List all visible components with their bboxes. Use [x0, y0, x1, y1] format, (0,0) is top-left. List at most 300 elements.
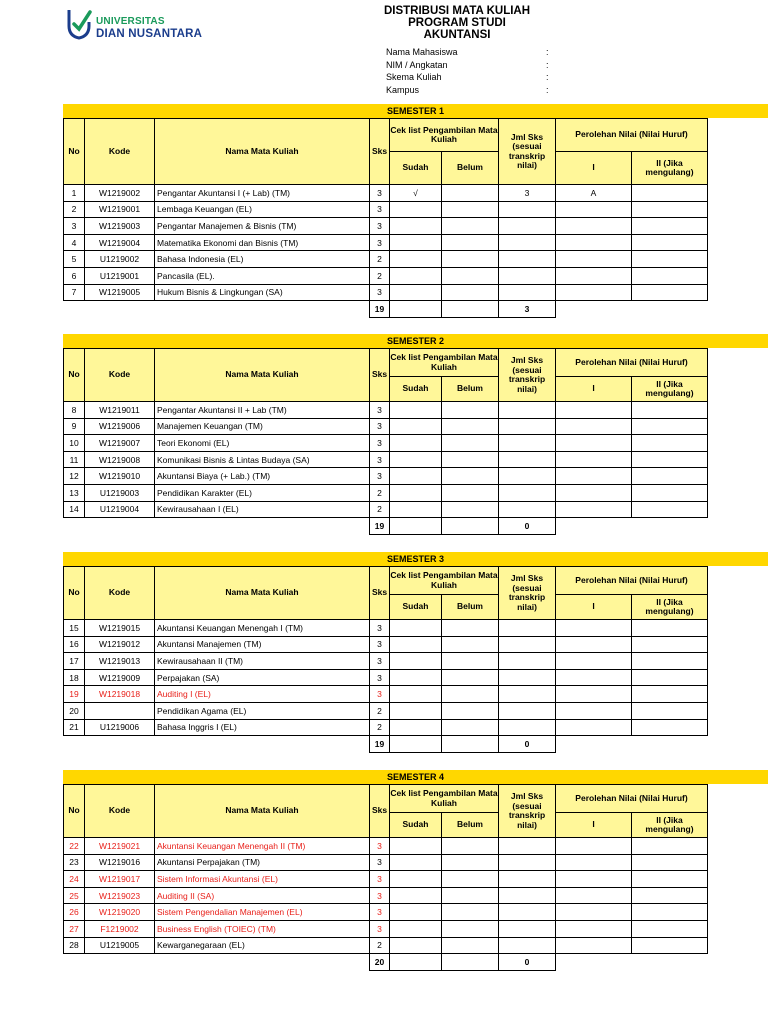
blank-cell: [85, 301, 155, 318]
header-sks: Sks: [369, 348, 390, 402]
title-line-2: PROGRAM STUDI AKUNTANSI: [408, 17, 506, 41]
table-row: [64, 201, 708, 218]
cell-sudah[interactable]: [390, 719, 442, 736]
cell-kode: W1219023: [85, 887, 155, 904]
total-row: [64, 954, 708, 971]
header-nilai-ii: II (Jika mengulang): [631, 594, 708, 620]
header-no: No: [63, 348, 85, 402]
logo-line-1: UNIVERSITAS: [96, 16, 165, 27]
blank-cell: [64, 736, 85, 753]
cell-jml[interactable]: [499, 402, 556, 419]
cell-nilai-i[interactable]: [556, 201, 632, 218]
course-table: [63, 619, 708, 753]
cell-sks: 2: [370, 251, 390, 268]
cell-no: 23: [64, 854, 85, 871]
info-row: [386, 71, 556, 84]
cell-nama: Bahasa Indonesia (EL): [155, 251, 370, 268]
info-row: [386, 84, 556, 97]
header-sudah: Sudah: [389, 594, 442, 620]
header-perolehan: Perolehan Nilai (Nilai Huruf): [555, 566, 708, 595]
total-empty-cell: [442, 518, 499, 535]
cell-no: 22: [64, 838, 85, 855]
cell-nilai-i[interactable]: [556, 920, 632, 937]
cell-sks: 3: [370, 838, 390, 855]
semester-title: SEMESTER 4: [63, 770, 768, 784]
cell-nilai-ii[interactable]: [632, 854, 708, 871]
cell-no: 3: [64, 218, 85, 235]
cell-nama: Kewirausahaan I (EL): [155, 501, 370, 518]
cell-nilai-i[interactable]: [556, 402, 632, 419]
cell-sudah[interactable]: [390, 871, 442, 888]
cell-nilai-i[interactable]: [556, 686, 632, 703]
cell-nilai-ii[interactable]: [632, 920, 708, 937]
info-row: [386, 46, 556, 59]
cell-kode: W1219015: [85, 620, 155, 637]
cell-jml[interactable]: [499, 218, 556, 235]
cell-nilai-ii[interactable]: [632, 702, 708, 719]
cell-no: 15: [64, 620, 85, 637]
cell-jml[interactable]: [499, 653, 556, 670]
header-nilai-ii: II (Jika mengulang): [631, 376, 708, 402]
cell-jml[interactable]: [499, 418, 556, 435]
cell-sudah[interactable]: [390, 201, 442, 218]
header-belum: Belum: [441, 376, 499, 402]
blank-cell: [64, 954, 85, 971]
total-jml-sks: 0: [499, 954, 556, 971]
cell-jml[interactable]: [499, 620, 556, 637]
cell-nilai-ii[interactable]: [632, 218, 708, 235]
cell-belum[interactable]: [442, 636, 499, 653]
cell-nilai-ii[interactable]: [632, 620, 708, 637]
cell-nama: Auditing II (SA): [155, 887, 370, 904]
cell-sks: 3: [370, 620, 390, 637]
cell-nama: Pengantar Akuntansi II + Lab (TM): [155, 402, 370, 419]
cell-nilai-i[interactable]: [556, 234, 632, 251]
cell-nilai-ii[interactable]: [632, 201, 708, 218]
cell-nilai-ii[interactable]: [632, 937, 708, 954]
cell-nilai-i[interactable]: A: [556, 185, 632, 202]
cell-kode: W1219001: [85, 201, 155, 218]
cell-sks: 3: [370, 920, 390, 937]
table-row: [64, 468, 708, 485]
cell-nama: Perpajakan (SA): [155, 669, 370, 686]
cell-belum[interactable]: [442, 251, 499, 268]
info-colon: :: [546, 72, 549, 82]
cell-sudah[interactable]: [390, 234, 442, 251]
cell-nilai-i[interactable]: [556, 451, 632, 468]
cell-sks: 2: [370, 501, 390, 518]
cell-nama: Akuntansi Perpajakan (TM): [155, 854, 370, 871]
cell-nilai-ii[interactable]: [632, 871, 708, 888]
cell-no: 1: [64, 185, 85, 202]
cell-nilai-i[interactable]: [556, 702, 632, 719]
cell-kode: W1219013: [85, 653, 155, 670]
total-empty-cell: [442, 301, 499, 318]
cell-sudah[interactable]: [390, 620, 442, 637]
cell-nilai-ii[interactable]: [632, 451, 708, 468]
cell-belum[interactable]: [442, 920, 499, 937]
cell-kode: U1219005: [85, 937, 155, 954]
header-cek-list: Cek list Pengambilan Mata Kuliah: [389, 118, 499, 152]
cell-sks: 3: [370, 451, 390, 468]
cell-sudah[interactable]: [390, 468, 442, 485]
cell-belum[interactable]: [442, 854, 499, 871]
cell-belum[interactable]: [442, 418, 499, 435]
cell-nilai-i[interactable]: [556, 904, 632, 921]
cell-sks: 3: [370, 284, 390, 301]
total-row: [64, 301, 708, 318]
cell-belum[interactable]: [442, 402, 499, 419]
cell-jml[interactable]: [499, 719, 556, 736]
cell-nilai-ii[interactable]: [632, 686, 708, 703]
cell-no: 7: [64, 284, 85, 301]
cell-nilai-i[interactable]: [556, 267, 632, 284]
cell-sudah[interactable]: [390, 686, 442, 703]
header-nama: Nama Mata Kuliah: [154, 118, 370, 185]
cell-sks: 3: [370, 234, 390, 251]
table-row: [64, 871, 708, 888]
cell-kode: W1219008: [85, 451, 155, 468]
cell-nilai-i[interactable]: [556, 435, 632, 452]
cell-belum[interactable]: [442, 284, 499, 301]
cell-jml[interactable]: [499, 636, 556, 653]
cell-sudah[interactable]: [390, 402, 442, 419]
cell-nama: Akuntansi Keuangan Menengah I (TM): [155, 620, 370, 637]
info-label: Nama Mahasiswa: [386, 47, 458, 57]
blank-cell: [556, 954, 632, 971]
table-row: [64, 854, 708, 871]
cell-jml[interactable]: [499, 937, 556, 954]
cell-sks: 3: [370, 418, 390, 435]
course-table: [63, 401, 708, 535]
table-row: [64, 267, 708, 284]
header-jml-sks: Jml Sks (sesuai transkrip nilai): [498, 118, 556, 185]
cell-nilai-ii[interactable]: [632, 402, 708, 419]
cell-no: 6: [64, 267, 85, 284]
cell-kode: U1219006: [85, 719, 155, 736]
cell-nilai-i[interactable]: [556, 251, 632, 268]
cell-nama: Akuntansi Biaya (+ Lab.) (TM): [155, 468, 370, 485]
cell-sudah[interactable]: [390, 937, 442, 954]
university-logo: [66, 8, 206, 42]
blank-cell: [155, 954, 370, 971]
cell-jml[interactable]: [499, 267, 556, 284]
cell-sudah[interactable]: [390, 653, 442, 670]
cell-nilai-ii[interactable]: [632, 669, 708, 686]
header-cek-list: Cek list Pengambilan Mata Kuliah: [389, 348, 499, 377]
cell-kode: U1219001: [85, 267, 155, 284]
cell-no: 28: [64, 937, 85, 954]
total-sks: 19: [370, 736, 390, 753]
cell-sks: 3: [370, 686, 390, 703]
cell-no: 8: [64, 402, 85, 419]
cell-kode: U1219002: [85, 251, 155, 268]
table-header: [63, 566, 706, 619]
total-sks: 19: [370, 518, 390, 535]
cell-jml[interactable]: [499, 854, 556, 871]
cell-sudah[interactable]: [390, 418, 442, 435]
cell-nama: Business English (TOIEC) (TM): [155, 920, 370, 937]
cell-sudah[interactable]: [390, 501, 442, 518]
header-kode: Kode: [84, 566, 155, 620]
cell-jml[interactable]: [499, 702, 556, 719]
cell-belum[interactable]: [442, 185, 499, 202]
header-sks: Sks: [369, 784, 390, 838]
cell-nilai-i[interactable]: [556, 484, 632, 501]
cell-belum[interactable]: [442, 653, 499, 670]
cell-nama: Akuntansi Keuangan Menengah II (TM): [155, 838, 370, 855]
course-table: [63, 184, 708, 318]
cell-no: 12: [64, 468, 85, 485]
cell-sudah[interactable]: [390, 702, 442, 719]
header-sudah: Sudah: [389, 151, 442, 185]
cell-jml[interactable]: [499, 904, 556, 921]
header-nilai-ii: II (Jika mengulang): [631, 812, 708, 838]
cell-nilai-ii[interactable]: [632, 267, 708, 284]
total-row: [64, 518, 708, 535]
cell-jml[interactable]: [499, 201, 556, 218]
cell-sudah[interactable]: [390, 636, 442, 653]
cell-nilai-ii[interactable]: [632, 501, 708, 518]
cell-nilai-i[interactable]: [556, 653, 632, 670]
table-row: [64, 418, 708, 435]
header-kode: Kode: [84, 118, 155, 185]
cell-belum[interactable]: [442, 451, 499, 468]
cell-nilai-ii[interactable]: [632, 636, 708, 653]
table-header: [63, 784, 706, 837]
cell-sudah[interactable]: [390, 451, 442, 468]
cell-sks: 3: [370, 468, 390, 485]
table-row: [64, 185, 708, 202]
cell-nilai-ii[interactable]: [632, 904, 708, 921]
cell-belum[interactable]: [442, 234, 499, 251]
info-label: NIM / Angkatan: [386, 59, 448, 70]
cell-belum[interactable]: [442, 838, 499, 855]
table-row: [64, 904, 708, 921]
cell-belum[interactable]: [442, 267, 499, 284]
blank-cell: [64, 518, 85, 535]
cell-jml[interactable]: [499, 887, 556, 904]
cell-sudah[interactable]: √: [390, 185, 442, 202]
cell-sudah[interactable]: [390, 484, 442, 501]
cell-nama: Pendidikan Agama (EL): [155, 702, 370, 719]
cell-sks: 3: [370, 854, 390, 871]
blank-cell: [632, 301, 708, 318]
semester-title: SEMESTER 1: [63, 104, 768, 118]
cell-sks: 3: [370, 871, 390, 888]
cell-kode: [85, 702, 155, 719]
table-row: [64, 686, 708, 703]
cell-nilai-ii[interactable]: [632, 887, 708, 904]
cell-kode: F1219002: [85, 920, 155, 937]
cell-no: 2: [64, 201, 85, 218]
cell-no: 11: [64, 451, 85, 468]
cell-nama: Pengantar Akuntansi I (+ Lab) (TM): [155, 185, 370, 202]
cell-belum[interactable]: [442, 218, 499, 235]
cell-jml[interactable]: [499, 435, 556, 452]
cell-nilai-i[interactable]: [556, 937, 632, 954]
cell-kode: W1219009: [85, 669, 155, 686]
cell-nama: Auditing I (EL): [155, 686, 370, 703]
cell-kode: W1219020: [85, 904, 155, 921]
cell-sudah[interactable]: [390, 669, 442, 686]
cell-kode: W1219011: [85, 402, 155, 419]
cell-nama: Manajemen Keuangan (TM): [155, 418, 370, 435]
cell-belum[interactable]: [442, 201, 499, 218]
cell-nilai-i[interactable]: [556, 636, 632, 653]
cell-nilai-ii[interactable]: [632, 838, 708, 855]
table-row: [64, 234, 708, 251]
header-kode: Kode: [84, 348, 155, 402]
cell-nilai-ii[interactable]: [632, 435, 708, 452]
cell-sks: 3: [370, 185, 390, 202]
cell-nilai-ii[interactable]: [632, 418, 708, 435]
blank-cell: [85, 954, 155, 971]
cell-nilai-ii[interactable]: [632, 468, 708, 485]
cell-jml[interactable]: [499, 501, 556, 518]
total-row: [64, 736, 708, 753]
cell-jml[interactable]: [499, 284, 556, 301]
cell-sudah[interactable]: [390, 284, 442, 301]
cell-nilai-i[interactable]: [556, 871, 632, 888]
header-belum: Belum: [441, 812, 499, 838]
info-colon: :: [546, 47, 549, 57]
cell-belum[interactable]: [442, 871, 499, 888]
cell-jml[interactable]: [499, 468, 556, 485]
cell-nilai-i[interactable]: [556, 838, 632, 855]
cell-no: 10: [64, 435, 85, 452]
cell-belum[interactable]: [442, 468, 499, 485]
cell-sudah[interactable]: [390, 854, 442, 871]
title-line-1: DISTRIBUSI MATA KULIAH: [383, 5, 531, 17]
table-row: [64, 484, 708, 501]
cell-no: 18: [64, 669, 85, 686]
header-cek-list: Cek list Pengambilan Mata Kuliah: [389, 566, 499, 595]
cell-no: 19: [64, 686, 85, 703]
cell-sks: 3: [370, 402, 390, 419]
cell-belum[interactable]: [442, 887, 499, 904]
cell-kode: U1219004: [85, 501, 155, 518]
cell-sudah[interactable]: [390, 218, 442, 235]
blank-cell: [85, 736, 155, 753]
blank-cell: [155, 301, 370, 318]
cell-nama: Bahasa Inggris I (EL): [155, 719, 370, 736]
cell-belum[interactable]: [442, 484, 499, 501]
cell-jml[interactable]: [499, 234, 556, 251]
semester-section: [63, 770, 768, 971]
cell-jml[interactable]: [499, 686, 556, 703]
cell-sks: 2: [370, 719, 390, 736]
cell-sudah[interactable]: [390, 887, 442, 904]
course-table: [63, 837, 708, 971]
cell-jml[interactable]: [499, 451, 556, 468]
cell-belum[interactable]: [442, 719, 499, 736]
cell-belum[interactable]: [442, 435, 499, 452]
cell-nilai-i[interactable]: [556, 669, 632, 686]
cell-nilai-ii[interactable]: [632, 719, 708, 736]
cell-sks: 3: [370, 201, 390, 218]
cell-kode: W1219006: [85, 418, 155, 435]
cell-nilai-ii[interactable]: [632, 251, 708, 268]
cell-sudah[interactable]: [390, 267, 442, 284]
total-jml-sks: 0: [499, 736, 556, 753]
cell-belum[interactable]: [442, 937, 499, 954]
table-row: [64, 501, 708, 518]
cell-sudah[interactable]: [390, 904, 442, 921]
cell-jml[interactable]: [499, 484, 556, 501]
cell-jml[interactable]: [499, 920, 556, 937]
cell-belum[interactable]: [442, 702, 499, 719]
cell-kode: W1219017: [85, 871, 155, 888]
table-row: [64, 838, 708, 855]
cell-jml[interactable]: 3: [499, 185, 556, 202]
cell-belum[interactable]: [442, 686, 499, 703]
table-header: [63, 118, 706, 184]
cell-nilai-i[interactable]: [556, 887, 632, 904]
cell-nilai-ii[interactable]: [632, 185, 708, 202]
header-perolehan: Perolehan Nilai (Nilai Huruf): [555, 348, 708, 377]
cell-belum[interactable]: [442, 620, 499, 637]
cell-nilai-i[interactable]: [556, 501, 632, 518]
cell-nilai-i[interactable]: [556, 284, 632, 301]
cell-belum[interactable]: [442, 904, 499, 921]
cell-nilai-i[interactable]: [556, 854, 632, 871]
cell-nilai-ii[interactable]: [632, 484, 708, 501]
table-row: [64, 636, 708, 653]
cell-kode: W1219021: [85, 838, 155, 855]
table-row: [64, 702, 708, 719]
header-nama: Nama Mata Kuliah: [154, 784, 370, 838]
cell-sudah[interactable]: [390, 920, 442, 937]
cell-sudah[interactable]: [390, 251, 442, 268]
cell-no: 5: [64, 251, 85, 268]
cell-nama: Matematika Ekonomi dan Bisnis (TM): [155, 234, 370, 251]
blank-cell: [155, 518, 370, 535]
cell-sks: 2: [370, 267, 390, 284]
cell-jml[interactable]: [499, 251, 556, 268]
cell-sks: 3: [370, 904, 390, 921]
cell-sks: 3: [370, 435, 390, 452]
cell-nilai-i[interactable]: [556, 218, 632, 235]
cell-belum[interactable]: [442, 669, 499, 686]
cell-sudah[interactable]: [390, 435, 442, 452]
header-sudah: Sudah: [389, 812, 442, 838]
cell-nama: Sistem Informasi Akuntansi (EL): [155, 871, 370, 888]
header-nilai-i: I: [555, 594, 632, 620]
cell-no: 25: [64, 887, 85, 904]
blank-cell: [64, 301, 85, 318]
cell-sudah[interactable]: [390, 838, 442, 855]
cell-nilai-i[interactable]: [556, 719, 632, 736]
cell-nilai-i[interactable]: [556, 620, 632, 637]
cell-nama: Lembaga Keuangan (EL): [155, 201, 370, 218]
cell-no: 27: [64, 920, 85, 937]
cell-jml[interactable]: [499, 871, 556, 888]
cell-nilai-ii[interactable]: [632, 284, 708, 301]
cell-belum[interactable]: [442, 501, 499, 518]
cell-nilai-ii[interactable]: [632, 653, 708, 670]
cell-sks: 3: [370, 218, 390, 235]
cell-nilai-ii[interactable]: [632, 234, 708, 251]
cell-nilai-i[interactable]: [556, 468, 632, 485]
cell-jml[interactable]: [499, 669, 556, 686]
cell-jml[interactable]: [499, 838, 556, 855]
cell-nama: Kewirausahaan II (TM): [155, 653, 370, 670]
cell-nama: Teori Ekonomi (EL): [155, 435, 370, 452]
cell-nilai-i[interactable]: [556, 418, 632, 435]
table-header: [63, 348, 706, 401]
cell-sks: 3: [370, 636, 390, 653]
